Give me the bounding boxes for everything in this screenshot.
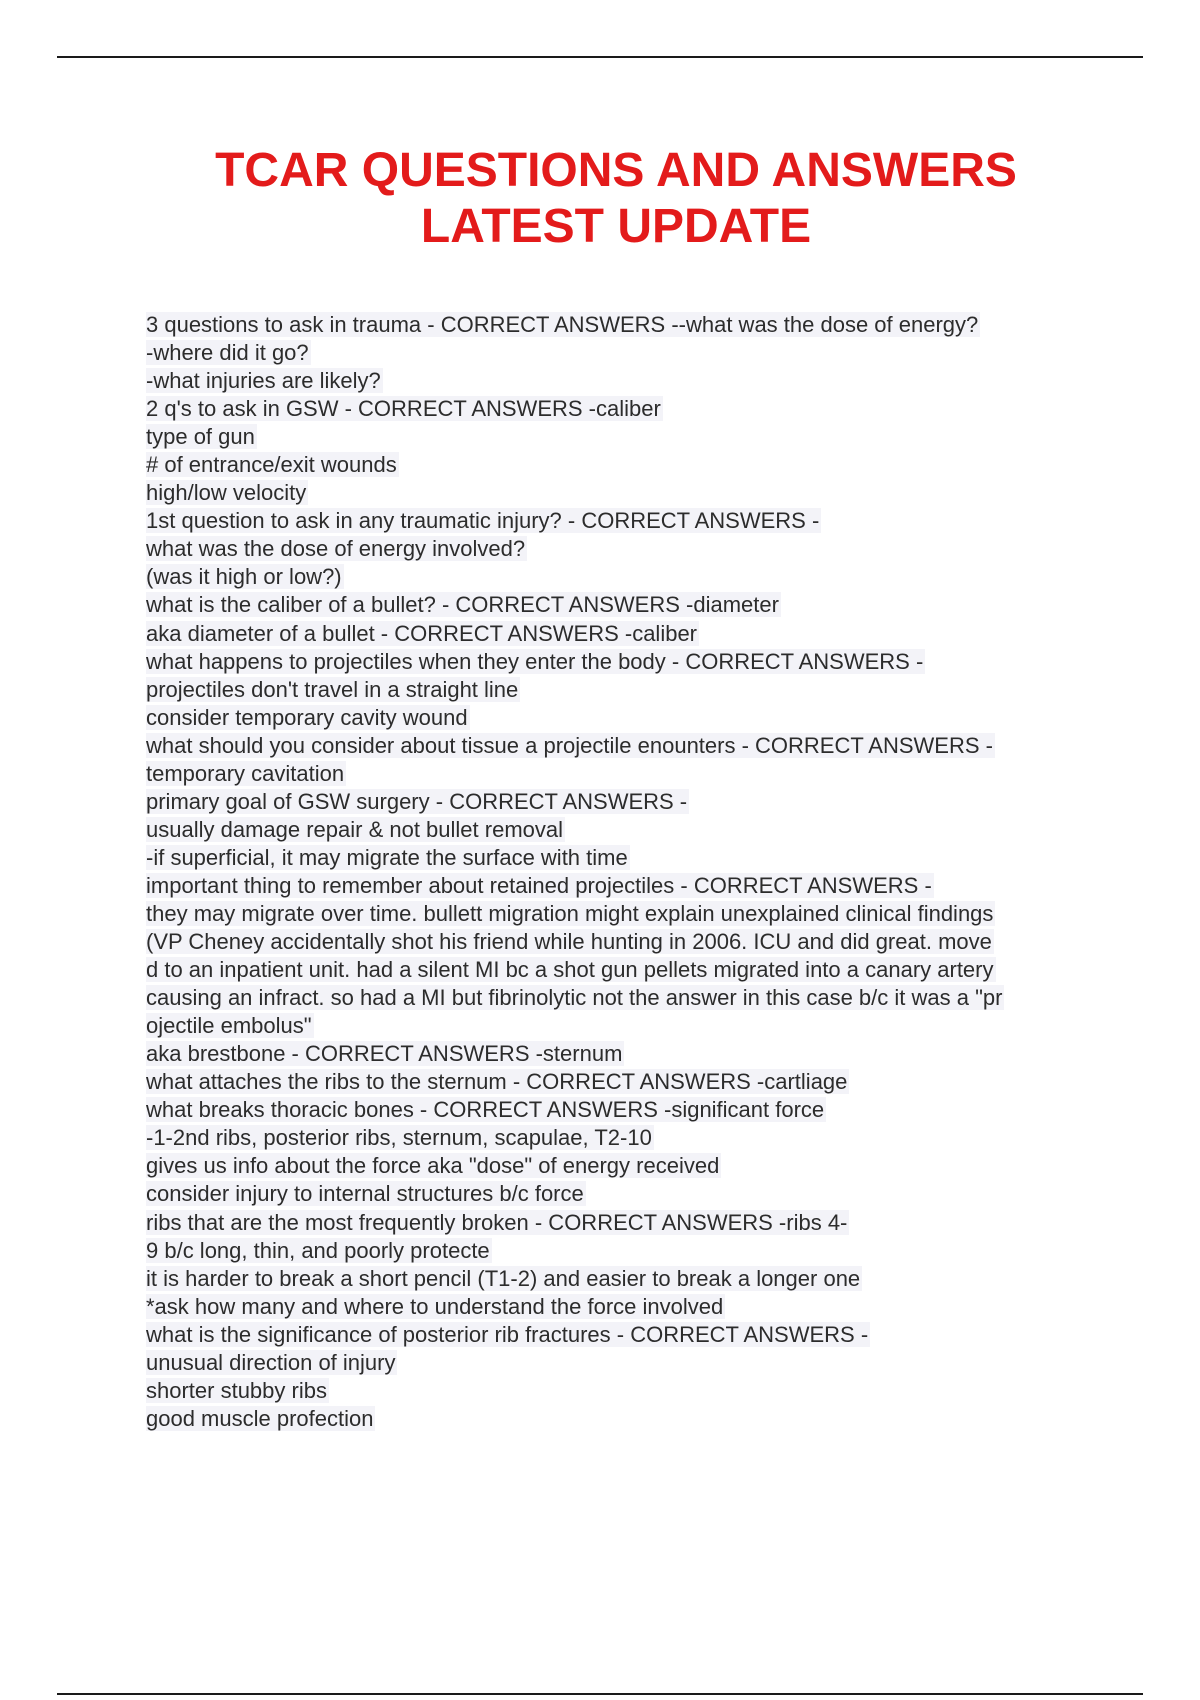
text-line xyxy=(146,311,1146,339)
text-line-content: type of gun xyxy=(146,424,255,450)
title-line-1: TCAR QUESTIONS AND ANSWERS xyxy=(215,144,1017,197)
text-line-content: consider injury to internal structures b/c force xyxy=(146,1181,584,1207)
text-line-content: it is harder to break a short pencil (T1-2) and easier to break a longer one xyxy=(146,1265,861,1291)
text-line xyxy=(146,1293,1146,1321)
text-line xyxy=(146,984,1146,1012)
text-line xyxy=(146,900,1146,928)
title-line-2: LATEST UPDATE xyxy=(420,200,812,253)
text-line-content: 3 questions to ask in trauma - CORRECT ANSWERS --what was the dose of energy? xyxy=(146,312,979,337)
text-line-content: usually damage repair & not bullet removal xyxy=(146,816,564,842)
text-line xyxy=(146,1349,1146,1377)
text-line-content: what happens to projectiles when they enter the body - CORRECT ANSWERS - xyxy=(146,648,924,674)
text-line xyxy=(146,1124,1146,1152)
text-line xyxy=(146,1152,1146,1180)
text-line xyxy=(146,732,1146,760)
text-line xyxy=(146,648,1146,676)
text-line xyxy=(146,1040,1146,1068)
text-line-content: -where did it go? xyxy=(146,340,309,366)
text-line xyxy=(146,535,1146,563)
text-line xyxy=(146,956,1146,984)
text-line-content: 2 q's to ask in GSW - CORRECT ANSWERS -caliber xyxy=(146,396,661,422)
text-line xyxy=(146,1012,1146,1040)
text-line xyxy=(146,423,1146,451)
text-line xyxy=(146,479,1146,507)
text-line xyxy=(146,1180,1146,1208)
text-line xyxy=(146,1265,1146,1293)
text-line-content: shorter stubby ribs xyxy=(146,1377,327,1403)
text-line-content: temporary cavitation xyxy=(146,760,345,786)
text-line xyxy=(146,788,1146,816)
text-line-content: what attaches the ribs to the sternum - CORRECT ANSWERS -cartliage xyxy=(146,1069,848,1095)
text-line xyxy=(146,1377,1146,1405)
text-line xyxy=(146,591,1146,619)
text-line-content: unusual direction of injury xyxy=(146,1349,396,1375)
text-line xyxy=(146,1068,1146,1096)
text-line-content: -1-2nd ribs, posterior ribs, sternum, scapulae, T2-10 xyxy=(146,1125,652,1151)
text-line-content: 9 b/c long, thin, and poorly protecte xyxy=(146,1237,490,1263)
text-line-content: projectiles don't travel in a straight line xyxy=(146,676,519,702)
top-rule xyxy=(57,56,1143,58)
text-line-content: aka diameter of a bullet - CORRECT ANSWERS -caliber xyxy=(146,620,697,646)
text-line xyxy=(146,367,1146,395)
text-line-content: -what injuries are likely? xyxy=(146,368,381,394)
text-line xyxy=(146,395,1146,423)
text-line-content: consider temporary cavity wound xyxy=(146,704,468,730)
document-title xyxy=(0,143,1200,255)
text-line xyxy=(146,844,1146,872)
text-line-content: gives us info about the force aka "dose" of energy received xyxy=(146,1153,720,1179)
text-line-content: (VP Cheney accidentally shot his friend while hunting in 2006. ICU and did great. move xyxy=(146,929,992,955)
text-line xyxy=(146,339,1146,367)
text-line-content: *ask how many and where to understand the force involved xyxy=(146,1293,724,1319)
text-line-content: important thing to remember about retained projectiles - CORRECT ANSWERS - xyxy=(146,872,932,898)
text-line-content: what was the dose of energy involved? xyxy=(146,536,526,562)
text-line-content: they may migrate over time. bullett migration might explain unexplained clinical findings xyxy=(146,900,994,926)
text-line xyxy=(146,620,1146,648)
text-line xyxy=(146,1321,1146,1349)
text-line xyxy=(146,676,1146,704)
text-line-content: what is the significance of posterior rib fractures - CORRECT ANSWERS - xyxy=(146,1321,869,1347)
text-line-content: d to an inpatient unit. had a silent MI bc a shot gun pellets migrated into a canary artery xyxy=(146,957,994,983)
text-line xyxy=(146,1209,1146,1237)
text-line xyxy=(146,928,1146,956)
text-line xyxy=(146,760,1146,788)
text-line-content: causing an infract. so had a MI but fibrinolytic not the answer in this case b/c it was a "pr xyxy=(146,985,1003,1011)
text-line-content: ribs that are the most frequently broken - CORRECT ANSWERS -ribs 4- xyxy=(146,1209,848,1235)
text-line-content: aka brestbone - CORRECT ANSWERS -sternum xyxy=(146,1041,623,1067)
text-line xyxy=(146,1096,1146,1124)
text-line-content: primary goal of GSW surgery - CORRECT ANSWERS - xyxy=(146,788,688,814)
text-line-content: high/low velocity xyxy=(146,480,307,506)
document-body xyxy=(146,311,1146,1433)
text-line-content: good muscle profection xyxy=(146,1405,374,1431)
bottom-rule xyxy=(57,1693,1143,1695)
text-line-content: what should you consider about tissue a projectile enounters - CORRECT ANSWERS - xyxy=(146,732,993,758)
text-line xyxy=(146,816,1146,844)
text-line-content: -if superficial, it may migrate the surface with time xyxy=(146,844,628,870)
text-line xyxy=(146,704,1146,732)
text-line-content: what is the caliber of a bullet? - CORRECT ANSWERS -diameter xyxy=(146,592,779,618)
text-line-content: ojectile embolus" xyxy=(146,1013,312,1039)
text-line-content: # of entrance/exit wounds xyxy=(146,452,397,478)
text-line xyxy=(146,872,1146,900)
text-line xyxy=(146,451,1146,479)
text-line xyxy=(146,1237,1146,1265)
text-line xyxy=(146,563,1146,591)
text-line-content: what breaks thoracic bones - CORRECT ANSWERS -significant force xyxy=(146,1097,825,1123)
text-line xyxy=(146,507,1146,535)
text-line-content: 1st question to ask in any traumatic injury? - CORRECT ANSWERS - xyxy=(146,508,820,534)
text-line-content: (was it high or low?) xyxy=(146,564,342,590)
text-line xyxy=(146,1405,1146,1433)
